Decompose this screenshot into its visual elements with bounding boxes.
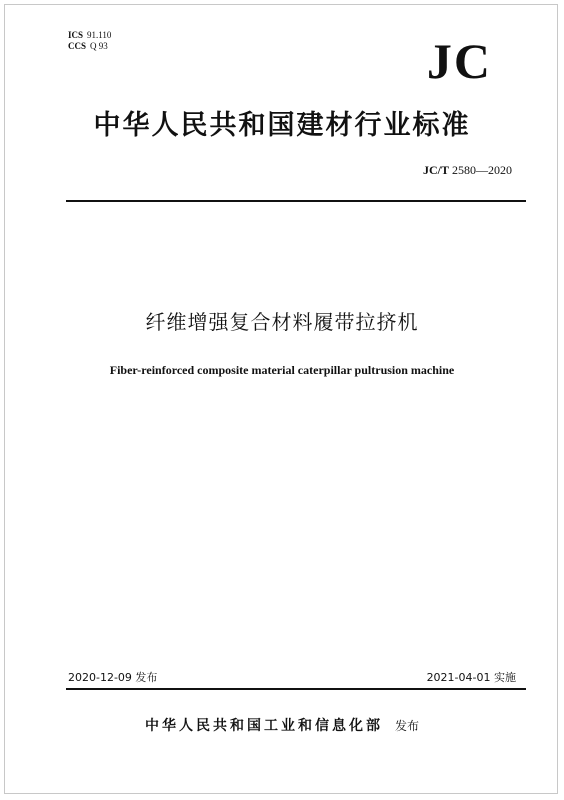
publisher-name: 中华人民共和国工业和信息化部 [144,718,383,734]
ics-code: 91.110 [87,30,112,40]
implementation-date: 2021-04-01 实施 [426,671,516,684]
ccs-line [68,41,111,52]
document-title-cn: 纤维增强复合材料履带拉挤机 [145,310,419,334]
classification-block [68,30,111,52]
jc-logo: JC [426,33,492,89]
ccs-label: CCS [68,41,87,51]
org-title: 中华人民共和国建材行业标准 [93,110,471,141]
standard-number [423,163,512,177]
ics-label: ICS [68,30,84,40]
top-divider [66,200,526,202]
ccs-code: Q 93 [90,41,108,51]
document-title-en: Fiber-reinforced composite material caterpillar pultrusion machine [109,363,455,377]
bottom-divider [66,688,526,690]
standard-code: 2580—2020 [452,163,512,177]
ics-line [68,30,111,41]
publisher [0,717,564,735]
publisher-action: 发布 [394,719,419,733]
issue-date: 2020-12-09 发布 [68,671,158,684]
standard-prefix: JC/T [422,163,449,177]
